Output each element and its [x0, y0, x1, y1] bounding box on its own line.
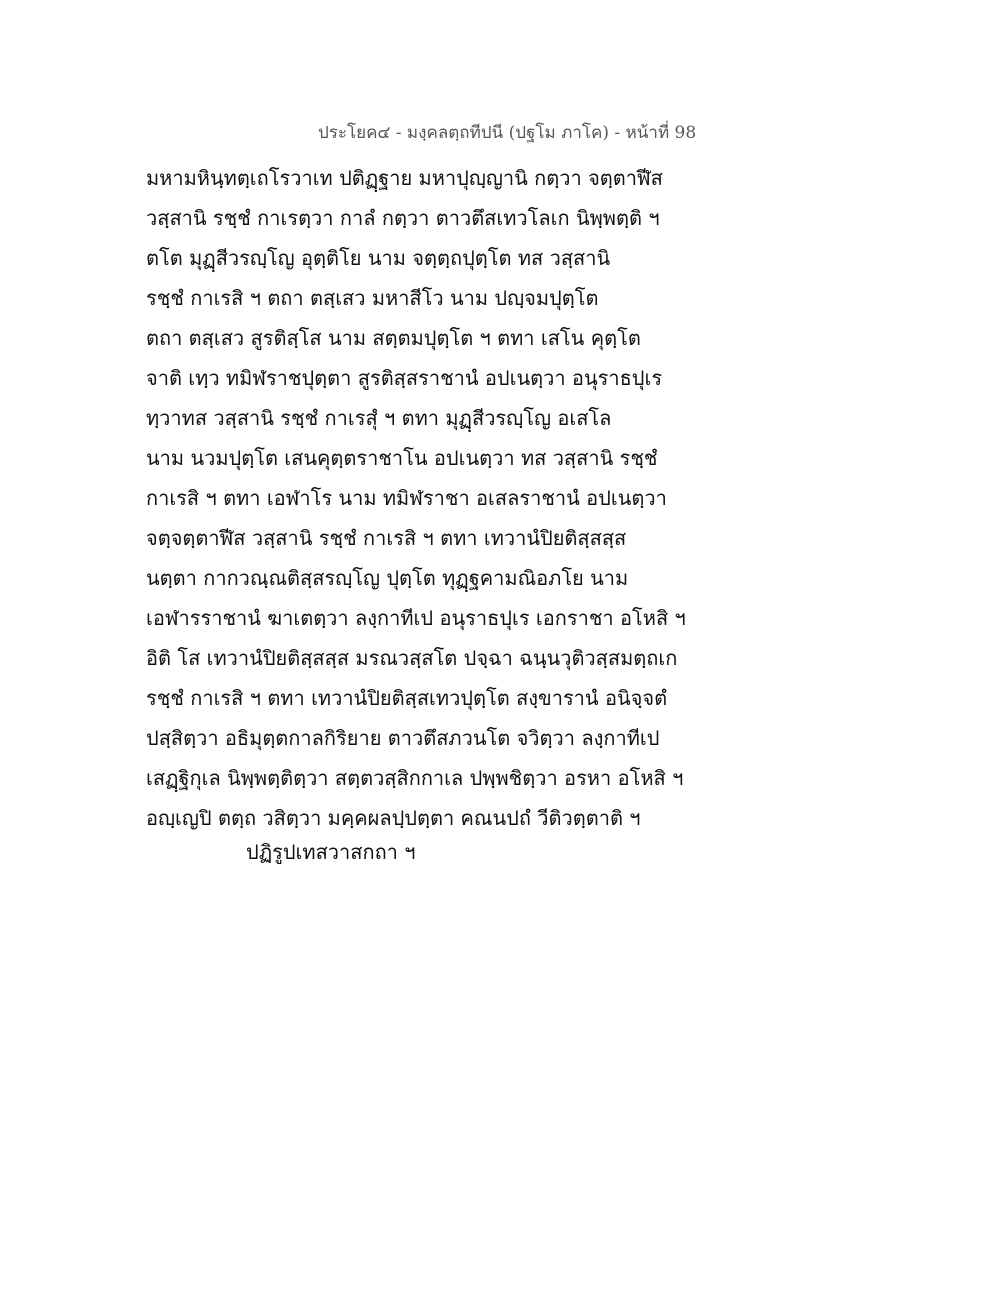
text-line: จตฺจตฺตาฬีส วสฺสานิ รชฺชํ กาเรสิ ฯ ตทา เทวานํปิยติสฺสสฺส — [146, 526, 627, 550]
text-line: กาเรสิ ฯ ตทา เอฬาโร นาม ทมิฬราชา อเสลราชานํ อปเนตฺวา — [146, 486, 667, 510]
text-line: เอฬารราชานํ ฆาเตตฺวา ลงฺกาทีเป อนุราธปุเร เอกราชา อโหสิ ฯ — [146, 606, 686, 630]
text-line: นาม นวมปุตฺโต เสนคุตฺตราชาโน อปเนตฺวา ทส วสฺสานิ รชฺชํ — [146, 446, 658, 470]
section-closing-line: ปฏิรูปเทสวาสกถา ฯ — [246, 840, 416, 864]
text-line: เสฏฺฐิกุเล นิพฺพตฺติตฺวา สตฺตวสฺสิกกาเล ปพฺพชิตฺวา อรหา อโหสิ ฯ — [146, 766, 684, 790]
text-line: รชฺชํ กาเรสิ ฯ ตทา เทวานํปิยติสฺสเทวปุตฺโต สงฺขารานํ อนิจฺจตํ — [146, 686, 668, 710]
text-line: มหามหินฺทตฺเถโรวาเท ปติฏฺฐาย มหาปุญฺญานิ กตฺวา จตฺตาฬีส — [146, 166, 663, 190]
page-header: ประโยค๔ - มงฺคลตฺถทีปนี (ปฐโม ภาโค) - หน้าที่ 98 — [318, 123, 697, 143]
text-line: นตฺตา กากวณฺณติสฺสรญฺโญ ปุตฺโต ทุฏฺฐคามณิอภโย นาม — [146, 566, 629, 590]
text-line: อญฺเญปิ ตตฺถ วสิตฺวา มคฺคผลปฺปตฺตา คณนปถํ วีติวตฺตาติ ฯ — [146, 806, 641, 830]
text-line: ปสฺสิตฺวา อธิมุตฺตกาลกิริยาย ตาวตึสภวนโต จวิตฺวา ลงฺกาทีเป — [146, 726, 660, 750]
text-line: จาติ เทฺว ทมิฬราชปุตฺตา สูรติสฺสราชานํ อปเนตฺวา อนุราธปุเร — [146, 366, 663, 390]
text-line: รชฺชํ กาเรสิ ฯ ตถา ตสฺเสว มหาสีโว นาม ปญฺจมปุตฺโต — [146, 286, 599, 310]
text-line: ตถา ตสฺเสว สูรติสฺโส นาม สตฺตมปุตฺโต ฯ ตทา เสโน คุตฺโต — [146, 326, 641, 350]
text-line: ตโต มุฏฺสีวรญฺโญ อุตฺติโย นาม จตฺตฺถปุตฺโต ทส วสฺสานิ — [146, 246, 611, 270]
text-line: ทฺวาทส วสฺสานิ รชฺชํ กาเรสุํ ฯ ตทา มุฏฺสีวรญฺโญ อเสโล — [146, 406, 612, 430]
text-line: อิติ โส เทวานํปิยติสฺสสฺส มรณวสฺสโต ปจฺฉา ฉนฺนวุติวสฺสมตฺถเก — [146, 646, 678, 670]
body-text — [146, 158, 706, 838]
text-line: วสฺสานิ รชฺชํ กาเรตฺวา กาลํ กตฺวา ตาวตึสเทวโลเก นิพฺพตฺติ ฯ — [146, 206, 660, 230]
